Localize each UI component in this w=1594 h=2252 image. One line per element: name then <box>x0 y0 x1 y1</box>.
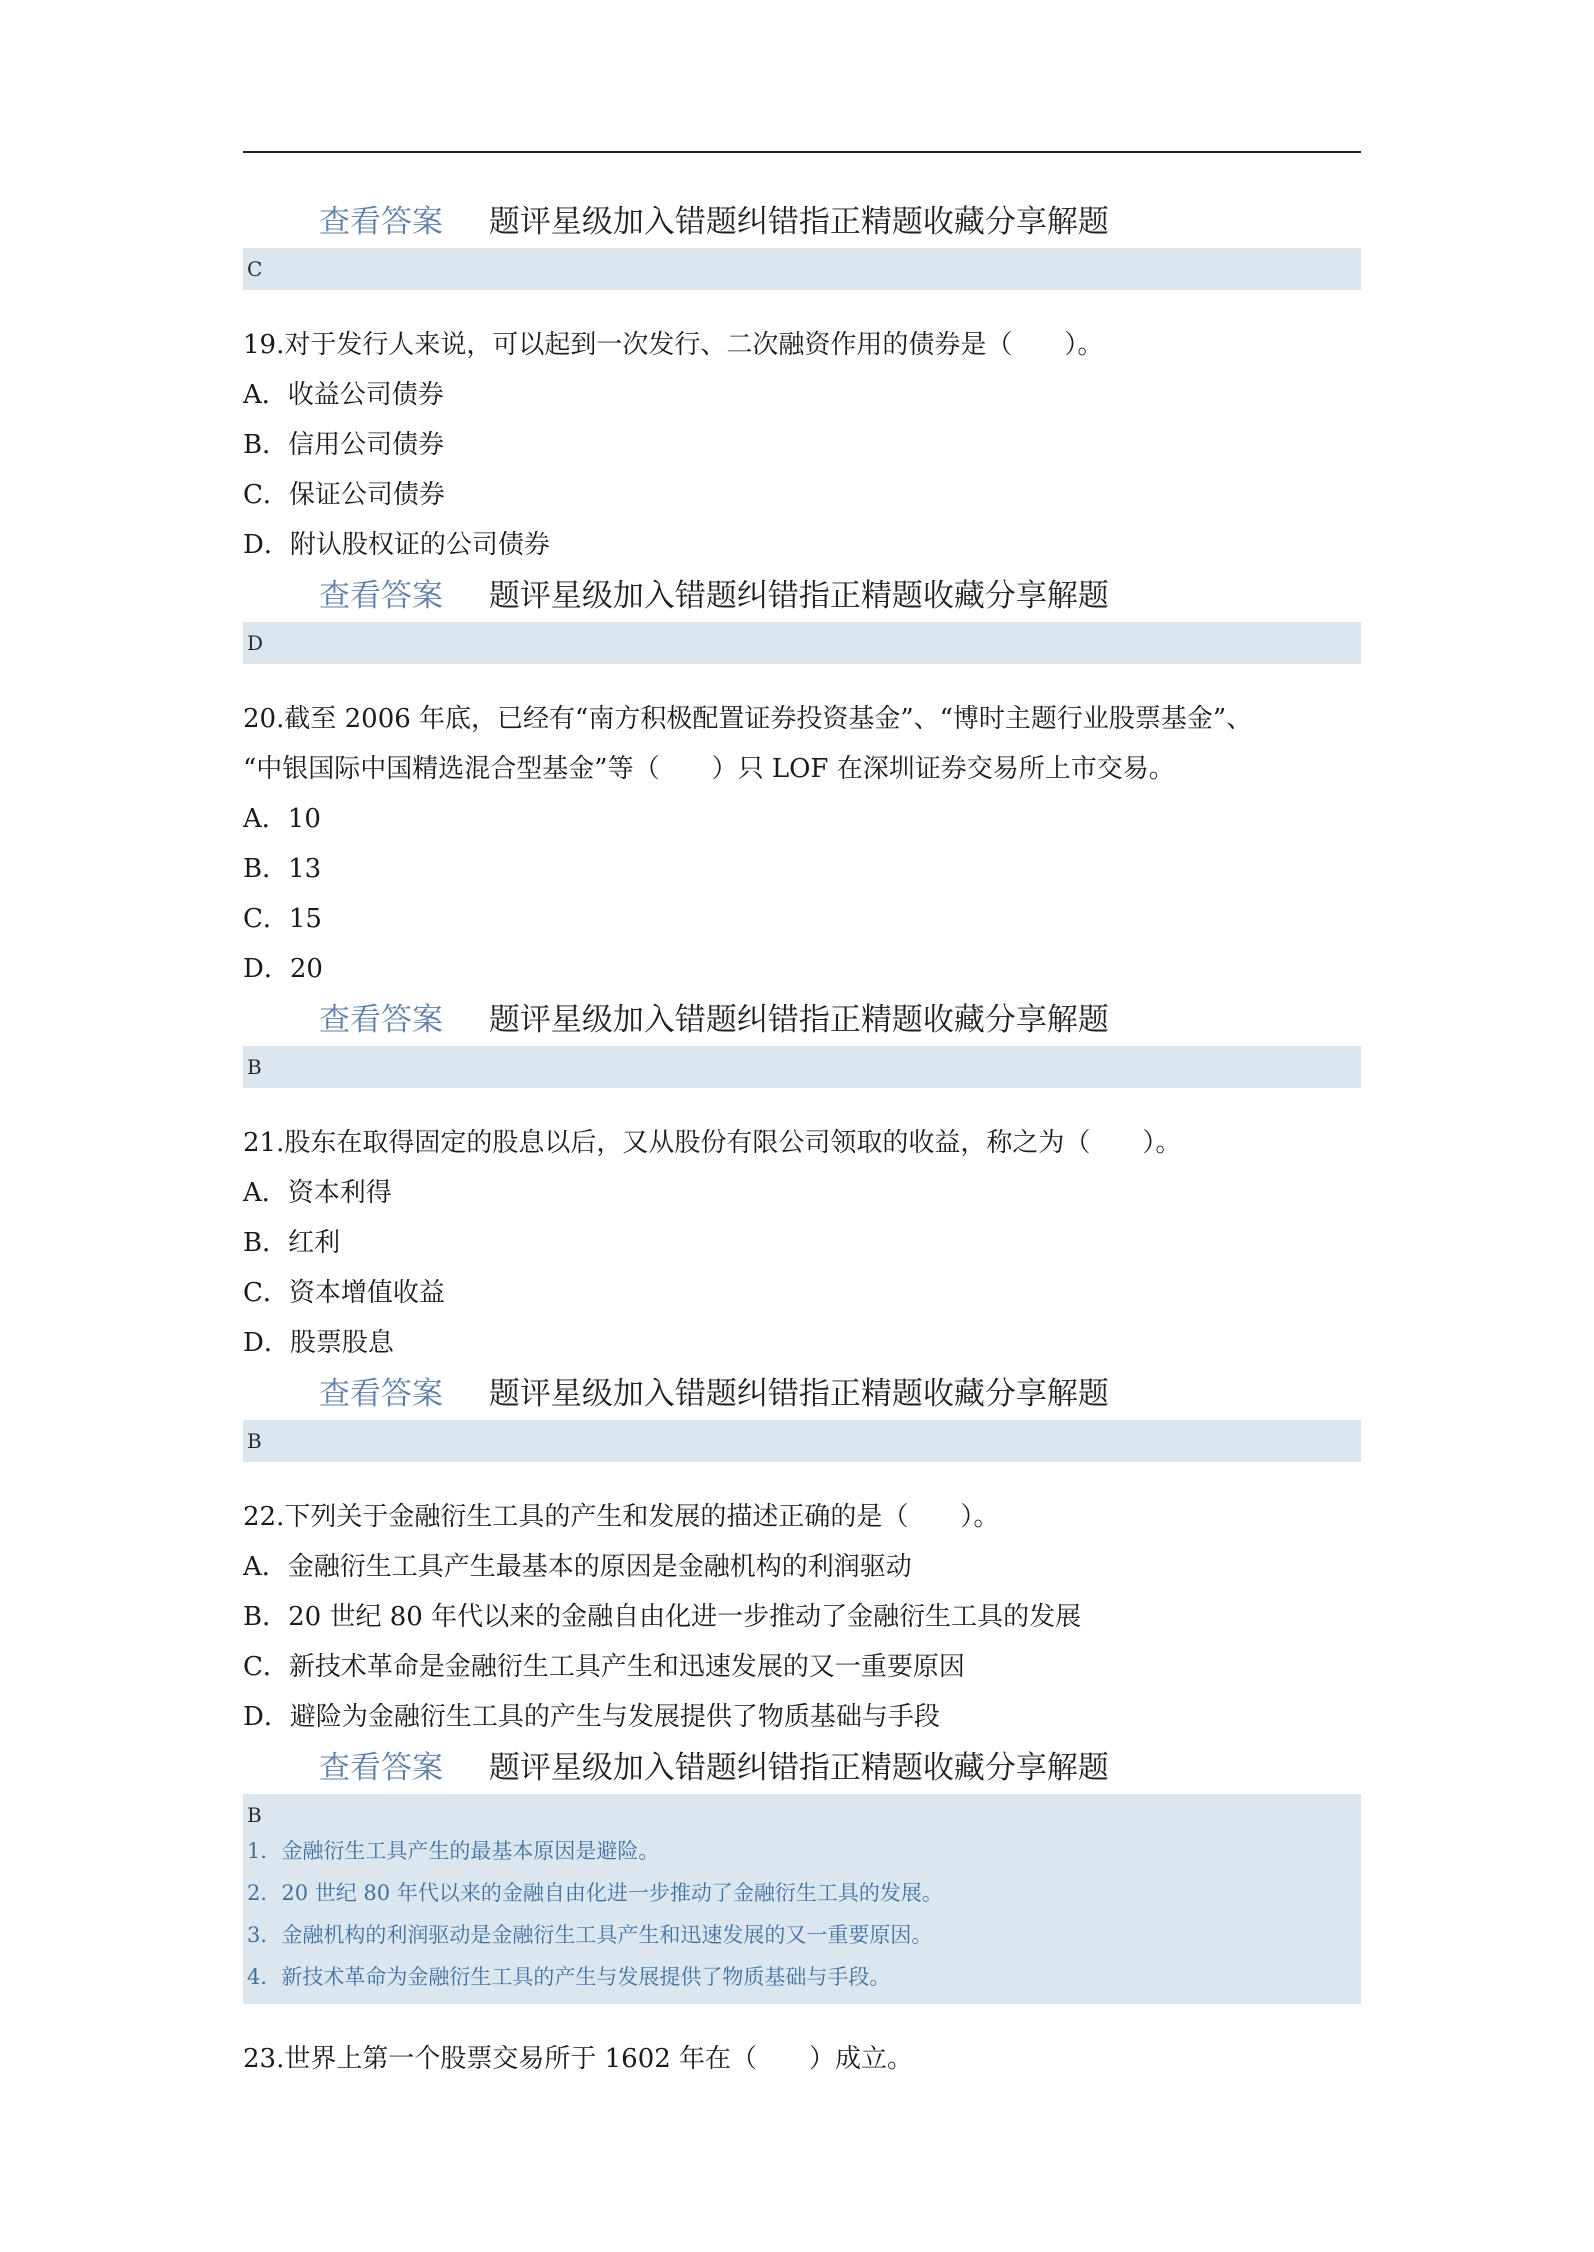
option-a: A．收益公司债券 <box>243 380 444 410</box>
option-a: A．资本利得 <box>243 1178 392 1208</box>
option-c: C．资本增值收益 <box>243 1278 445 1308</box>
view-answer-link[interactable]: 查看答案 <box>319 1002 443 1038</box>
question-text: 23.世界上第一个股票交易所于 1602 年在（ ）成立。 <box>243 2044 914 2074</box>
answer-letter: D <box>247 631 264 655</box>
option-b: B．红利 <box>243 1228 341 1258</box>
option-b: B．20 世纪 80 年代以来的金融自由化进一步推动了金融衍生工具的发展 <box>243 1602 1082 1632</box>
question-actions-link[interactable]: 题评星级加入错题纠错指正精题收藏分享解题 <box>488 578 1109 614</box>
question-text: 21.股东在取得固定的股息以后，又从股份有限公司领取的收益，称之为（ ）。 <box>243 1128 1182 1158</box>
explanation-line: 2．20 世纪 80 年代以来的金融自由化进一步推动了金融衍生工具的发展。 <box>247 1881 943 1905</box>
answer-box <box>243 1794 1361 2004</box>
question-toolbar <box>243 1742 1361 1794</box>
view-answer-link[interactable]: 查看答案 <box>319 1376 443 1412</box>
explanation-line: 1．金融衍生工具产生的最基本原因是避险。 <box>247 1839 660 1863</box>
question-text: 19.对于发行人来说，可以起到一次发行、二次融资作用的债券是（ ）。 <box>243 330 1104 360</box>
option-b: B．13 <box>243 854 322 884</box>
option-d: D．避险为金融衍生工具的产生与发展提供了物质基础与手段 <box>243 1702 940 1732</box>
answer-letter: C <box>247 257 263 281</box>
question-actions-link[interactable]: 题评星级加入错题纠错指正精题收藏分享解题 <box>488 1750 1109 1786</box>
explanation-line: 4．新技术革命为金融衍生工具的产生与发展提供了物质基础与手段。 <box>247 1965 891 1989</box>
question-actions-link[interactable]: 题评星级加入错题纠错指正精题收藏分享解题 <box>488 1376 1109 1412</box>
option-d: D．20 <box>243 954 323 984</box>
question-text-line-1: 20.截至 2006 年底，已经有“南方积极配置证券投资基金”、“博时主题行业股票基金”、 <box>243 704 1253 734</box>
question-toolbar <box>243 1368 1361 1420</box>
question-text-line-2: “中银国际中国精选混合型基金”等（ ）只 LOF 在深圳证券交易所上市交易。 <box>243 754 1175 784</box>
header-divider <box>243 151 1361 153</box>
option-d: D．股票股息 <box>243 1328 394 1358</box>
option-c: C．15 <box>243 904 322 934</box>
answer-letter: B <box>247 1055 262 1079</box>
option-c: C．保证公司债券 <box>243 480 445 510</box>
option-a: A．金融衍生工具产生最基本的原因是金融机构的利润驱动 <box>243 1552 912 1582</box>
option-a: A．10 <box>243 804 321 834</box>
question-actions-link[interactable]: 题评星级加入错题纠错指正精题收藏分享解题 <box>488 1002 1109 1038</box>
answer-box <box>243 248 1361 290</box>
answer-box <box>243 1046 1361 1088</box>
view-answer-link[interactable]: 查看答案 <box>319 578 443 614</box>
option-c: C．新技术革命是金融衍生工具产生和迅速发展的又一重要原因 <box>243 1652 965 1682</box>
answer-box <box>243 1420 1361 1462</box>
question-toolbar <box>243 570 1361 622</box>
option-b: B．信用公司债券 <box>243 430 445 460</box>
question-text: 22.下列关于金融衍生工具的产生和发展的描述正确的是（ ）。 <box>243 1502 1000 1532</box>
question-list <box>243 196 1361 2084</box>
question-toolbar <box>243 196 1361 248</box>
question-actions-link[interactable]: 题评星级加入错题纠错指正精题收藏分享解题 <box>488 204 1109 240</box>
option-d: D．附认股权证的公司债券 <box>243 530 550 560</box>
explanation-line: 3．金融机构的利润驱动是金融衍生工具产生和迅速发展的又一重要原因。 <box>247 1923 933 1947</box>
view-answer-link[interactable]: 查看答案 <box>319 1750 443 1786</box>
answer-letter: B <box>247 1803 262 1827</box>
question-toolbar <box>243 994 1361 1046</box>
answer-box <box>243 622 1361 664</box>
answer-letter: B <box>247 1429 262 1453</box>
view-answer-link[interactable]: 查看答案 <box>319 204 443 240</box>
